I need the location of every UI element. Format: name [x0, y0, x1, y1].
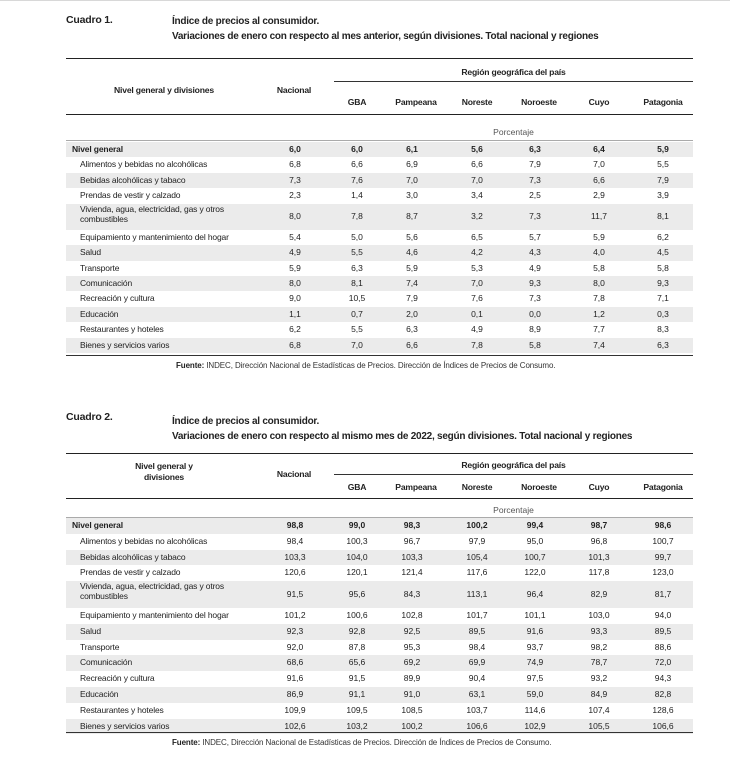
row-value: 88,6 [654, 641, 672, 652]
row-label: Nivel general [72, 520, 123, 530]
table-2-label: Cuadro 2. [66, 411, 113, 423]
row-value: 4,9 [529, 262, 541, 273]
row-label: Restaurantes y hoteles [80, 704, 164, 715]
row-label: Recreación y cultura [80, 673, 155, 684]
row-value: 5,9 [593, 231, 605, 242]
row-value: 2,5 [529, 190, 541, 201]
table-2-title [172, 414, 632, 444]
table-row [66, 703, 693, 719]
table-1-region-noroeste: Noroeste [521, 97, 557, 107]
table-2-col-header-line-2: divisiones [143, 472, 185, 482]
table-1-col-header: Nivel general y divisiones [114, 85, 214, 95]
table-row [66, 188, 693, 203]
table-2-header-rule [66, 498, 693, 499]
row-value: 6,6 [351, 159, 363, 170]
row-value: 84,9 [590, 689, 608, 700]
row-value: 114,6 [524, 704, 546, 715]
row-value: 69,9 [468, 657, 486, 668]
row-value: 92,3 [286, 625, 304, 636]
row-value: 103,0 [588, 610, 610, 621]
row-value: 89,9 [403, 673, 421, 684]
table-2-region-gba: GBA [347, 482, 367, 492]
row-value: 122,0 [524, 567, 546, 578]
row-label: Comunicación [80, 657, 133, 668]
row-value: 89,5 [468, 625, 486, 636]
row-value: 87,8 [348, 641, 366, 652]
table-2-header-region: Región geográfica del país [461, 460, 566, 470]
table-2-top-rule [66, 453, 693, 454]
table-1-title-line-2: Variaciones de enero con respecto al mes anterior, según divisiones. Total nacional y regiones [172, 31, 599, 42]
row-value: 91,5 [348, 673, 366, 684]
table-1-region-patagonia: Patagonia [643, 97, 683, 107]
table-2-source-text: INDEC, Dirección Nacional de Estadísticas de Precios. Dirección de Índices de Precios de Consumo. [202, 738, 552, 747]
table-2-title-line-1: Índice de precios al consumidor. [172, 416, 320, 427]
row-label: Educación [80, 689, 119, 700]
row-value: 68,6 [286, 657, 304, 668]
row-value: 5,8 [593, 262, 605, 273]
row-label: Recreación y cultura [80, 293, 155, 304]
row-label: Alimentos y bebidas no alcohólicas [80, 535, 208, 546]
row-value: 4,6 [406, 247, 418, 258]
row-value: 92,8 [348, 625, 366, 636]
row-value: 95,0 [526, 535, 544, 546]
row-value: 105,5 [588, 720, 610, 731]
row-value: 98,3 [403, 520, 421, 530]
table-row [66, 687, 693, 703]
table-row [66, 565, 693, 581]
row-value: 89,5 [654, 625, 672, 636]
table-1-source [176, 361, 555, 370]
table-1-header-rule [66, 114, 693, 115]
row-value: 7,9 [529, 159, 541, 170]
row-value: 102,6 [284, 720, 306, 731]
table-2-title-line-2: Variaciones de enero con respecto al mismo mes de 2022, según divisiones. Total nacional y regiones [172, 431, 633, 442]
table-1-header-region: Región geográfica del país [461, 67, 566, 77]
row-value: 8,0 [289, 211, 301, 222]
table-2-region-patagonia: Patagonia [643, 482, 683, 492]
row-value: 7,4 [593, 339, 605, 350]
row-value: 84,3 [403, 589, 421, 600]
table-row [66, 261, 693, 276]
row-label: Educación [80, 308, 119, 319]
row-value: 0,0 [529, 308, 541, 319]
row-value: 7,4 [406, 277, 418, 288]
row-value: 59,0 [526, 689, 544, 700]
row-value: 6,5 [471, 231, 483, 242]
row-value: 6,3 [351, 262, 363, 273]
row-value: 6,6 [593, 174, 605, 185]
row-value: 7,9 [657, 174, 669, 185]
table-row [66, 157, 693, 172]
row-label: Transporte [80, 641, 120, 652]
row-value: 72,0 [654, 657, 672, 668]
row-value: 100,6 [346, 610, 368, 621]
row-value: 5,5 [657, 159, 669, 170]
row-value: 10,5 [348, 293, 366, 304]
row-value: 6,3 [657, 339, 669, 350]
row-value: 97,5 [526, 673, 544, 684]
table-1-region-cuyo: Cuyo [588, 97, 610, 107]
row-value: 3,2 [471, 211, 483, 222]
row-value: 1,4 [351, 190, 363, 201]
table-row [66, 338, 693, 353]
table-row [66, 322, 693, 337]
table-2-region-noroeste: Noroeste [521, 482, 557, 492]
row-value: 8,3 [657, 324, 669, 335]
row-value: 99,0 [348, 520, 366, 530]
row-value: 91,6 [286, 673, 304, 684]
table-2-source-label: Fuente: [172, 738, 201, 747]
row-value: 96,8 [590, 535, 608, 546]
table-1-region-rule [334, 81, 693, 82]
row-value: 6,6 [471, 159, 483, 170]
row-value: 5,9 [289, 262, 301, 273]
row-value: 7,1 [657, 293, 669, 304]
row-value: 109,5 [346, 704, 368, 715]
row-value: 7,6 [351, 174, 363, 185]
row-value: 94,3 [654, 673, 672, 684]
table-row [66, 671, 693, 687]
row-label: Vivienda, agua, electricidad, gas y otros combustibles [80, 581, 224, 602]
row-value: 98,8 [286, 520, 304, 530]
row-value: 74,9 [526, 657, 544, 668]
row-value: 78,7 [590, 657, 608, 668]
table-row [66, 624, 693, 640]
row-label: Transporte [80, 262, 120, 273]
row-value: 98,4 [286, 535, 304, 546]
row-label: Salud [80, 625, 101, 636]
row-value: 100,7 [524, 551, 546, 562]
table-2-col-header-line-1: Nivel general y [135, 461, 193, 471]
row-value: 7,9 [406, 293, 418, 304]
row-label: Salud [80, 247, 101, 258]
row-value: 94,0 [654, 610, 672, 621]
row-value: 93,7 [526, 641, 544, 652]
row-value: 98,6 [654, 520, 672, 530]
row-value: 92,0 [286, 641, 304, 652]
row-value: 6,0 [289, 144, 301, 154]
row-label: Bienes y servicios varios [80, 720, 170, 731]
table-row [66, 204, 693, 230]
row-value: 109,9 [284, 704, 306, 715]
row-value: 6,3 [529, 144, 541, 154]
row-value: 99,7 [654, 551, 672, 562]
row-value: 123,0 [652, 567, 674, 578]
table-1-header-nacional: Nacional [276, 85, 312, 95]
row-value: 102,8 [401, 610, 423, 621]
table-row [66, 655, 693, 671]
row-value: 95,3 [403, 641, 421, 652]
row-value: 4,0 [593, 247, 605, 258]
row-label: Vivienda, agua, electricidad, gas y otros combustibles [80, 203, 224, 224]
row-value: 7,3 [529, 211, 541, 222]
row-value: 7,6 [471, 293, 483, 304]
row-value: 7,8 [471, 339, 483, 350]
row-value: 4,5 [657, 247, 669, 258]
row-value: 92,5 [403, 625, 421, 636]
row-value: 100,2 [466, 520, 488, 530]
table-row [66, 142, 693, 157]
row-value: 6,3 [406, 324, 418, 335]
row-value: 93,2 [590, 673, 608, 684]
row-value: 101,7 [466, 610, 488, 621]
row-value: 5,8 [529, 339, 541, 350]
row-value: 1,1 [289, 308, 301, 319]
table-row [66, 230, 693, 245]
table-row [66, 640, 693, 656]
row-value: 101,2 [284, 610, 306, 621]
table-1-region-gba: GBA [347, 97, 367, 107]
row-label: Alimentos y bebidas no alcohólicas [80, 159, 208, 170]
row-value: 6,8 [289, 159, 301, 170]
row-value: 7,7 [593, 324, 605, 335]
row-value: 8,1 [657, 211, 669, 222]
row-value: 120,1 [346, 567, 368, 578]
row-value: 86,9 [286, 689, 304, 700]
row-value: 3,9 [657, 190, 669, 201]
row-value: 121,4 [401, 567, 423, 578]
row-value: 105,4 [466, 551, 488, 562]
row-value: 1,2 [593, 308, 605, 319]
row-value: 3,4 [471, 190, 483, 201]
row-value: 7,3 [529, 293, 541, 304]
row-label: Bienes y servicios varios [80, 339, 170, 350]
row-value: 9,0 [289, 293, 301, 304]
row-value: 4,9 [289, 247, 301, 258]
row-value: 8,1 [351, 277, 363, 288]
row-value: 7,0 [351, 339, 363, 350]
table-row [66, 291, 693, 306]
row-label: Restaurantes y hoteles [80, 324, 164, 335]
row-value: 104,0 [346, 551, 368, 562]
table-2-region-rule [334, 474, 693, 475]
row-value: 113,1 [466, 589, 488, 600]
top-border [0, 0, 730, 1]
row-label: Bebidas alcohólicas y tabaco [80, 174, 186, 185]
row-value: 7,3 [529, 174, 541, 185]
row-value: 6,0 [351, 144, 363, 154]
row-value: 103,7 [466, 704, 488, 715]
table-2-region-pampeana: Pampeana [395, 482, 437, 492]
row-value: 6,6 [406, 339, 418, 350]
row-value: 97,9 [468, 535, 486, 546]
table-row [66, 276, 693, 291]
row-value: 0,1 [471, 308, 483, 319]
row-value: 8,7 [406, 211, 418, 222]
row-value: 99,4 [526, 520, 544, 530]
row-value: 7,0 [406, 174, 418, 185]
table-1-region-noreste: Noreste [461, 97, 493, 107]
row-value: 0,3 [657, 308, 669, 319]
row-value: 96,4 [526, 589, 544, 600]
row-value: 82,9 [590, 589, 608, 600]
row-label: Nivel general [72, 144, 123, 154]
row-value: 107,4 [588, 704, 610, 715]
row-value: 106,6 [466, 720, 488, 731]
row-value: 101,1 [524, 610, 546, 621]
row-label: Comunicación [80, 277, 133, 288]
table-1-top-rule [66, 58, 693, 59]
row-value: 98,2 [590, 641, 608, 652]
row-value: 5,9 [406, 262, 418, 273]
row-value: 69,2 [403, 657, 421, 668]
row-value: 108,5 [401, 704, 423, 715]
table-row [66, 550, 693, 566]
row-value: 4,3 [529, 247, 541, 258]
row-value: 3,0 [406, 190, 418, 201]
row-value: 0,7 [351, 308, 363, 319]
row-value: 93,3 [590, 625, 608, 636]
row-value: 81,7 [654, 589, 672, 600]
row-value: 4,9 [471, 324, 483, 335]
row-value: 5,9 [657, 144, 669, 154]
table-row [66, 518, 693, 534]
row-value: 7,3 [289, 174, 301, 185]
row-value: 91,0 [403, 689, 421, 700]
row-value: 5,8 [657, 262, 669, 273]
table-2-region-cuyo: Cuyo [588, 482, 610, 492]
row-value: 7,0 [593, 159, 605, 170]
row-value: 128,6 [652, 704, 674, 715]
row-value: 82,8 [654, 689, 672, 700]
table-2-header-nacional: Nacional [276, 469, 312, 479]
table-1-region-pampeana: Pampeana [395, 97, 437, 107]
row-label: Prendas de vestir y calzado [80, 190, 181, 201]
row-value: 8,0 [593, 277, 605, 288]
table-row [66, 245, 693, 260]
row-value: 11,7 [591, 211, 607, 222]
row-value: 90,4 [468, 673, 486, 684]
row-value: 102,9 [524, 720, 546, 731]
table-row [66, 173, 693, 188]
row-value: 103,2 [346, 720, 368, 731]
row-value: 100,2 [401, 720, 423, 731]
table-1-source-text: INDEC, Dirección Nacional de Estadísticas de Precios. Dirección de Índices de Precios de Consumo. [206, 361, 556, 370]
row-value: 8,9 [529, 324, 541, 335]
row-value: 117,6 [466, 567, 488, 578]
row-value: 98,7 [590, 520, 608, 530]
row-value: 2,9 [593, 190, 605, 201]
row-value: 4,2 [471, 247, 483, 258]
row-value: 7,0 [471, 277, 483, 288]
row-value: 91,1 [348, 689, 366, 700]
table-1-title-line-1: Índice de precios al consumidor. [172, 16, 320, 27]
row-value: 106,6 [652, 720, 674, 731]
row-label: Prendas de vestir y calzado [80, 567, 181, 578]
row-value: 5,5 [351, 247, 363, 258]
row-value: 120,6 [284, 567, 306, 578]
table-1-source-label: Fuente: [176, 361, 205, 370]
table-row [66, 307, 693, 322]
row-value: 2,0 [406, 308, 418, 319]
row-value: 65,6 [348, 657, 366, 668]
row-value: 7,8 [593, 293, 605, 304]
table-2-col-header [66, 461, 262, 483]
table-1-label: Cuadro 1. [66, 14, 113, 26]
row-label: Bebidas alcohólicas y tabaco [80, 551, 186, 562]
row-value: 7,0 [471, 174, 483, 185]
row-value: 95,6 [348, 589, 366, 600]
row-value: 5,0 [351, 231, 363, 242]
row-value: 7,8 [351, 211, 363, 222]
row-value: 6,2 [657, 231, 669, 242]
row-value: 6,9 [406, 159, 418, 170]
row-value: 98,4 [468, 641, 486, 652]
row-value: 6,4 [593, 144, 605, 154]
row-value: 100,7 [652, 535, 674, 546]
table-2-source [172, 738, 551, 747]
row-value: 101,3 [588, 551, 610, 562]
row-value: 103,3 [284, 551, 306, 562]
row-value: 5,3 [471, 262, 483, 273]
table-2-bottom-rule [66, 732, 693, 733]
table-1-unit: Porcentaje [493, 127, 534, 137]
row-value: 5,6 [406, 231, 418, 242]
row-label: Equipamiento y mantenimiento del hogar [80, 231, 229, 242]
row-value: 6,2 [289, 324, 301, 335]
row-value: 9,3 [529, 277, 541, 288]
row-value: 6,8 [289, 339, 301, 350]
row-value: 2,3 [289, 190, 301, 201]
row-value: 91,5 [286, 589, 304, 600]
row-value: 5,6 [471, 144, 483, 154]
row-value: 5,4 [289, 231, 301, 242]
row-value: 100,3 [346, 535, 368, 546]
table-2-region-noreste: Noreste [461, 482, 493, 492]
row-value: 96,7 [403, 535, 421, 546]
row-value: 91,6 [526, 625, 544, 636]
row-label: Equipamiento y mantenimiento del hogar [80, 610, 229, 621]
table-row [66, 534, 693, 550]
table-2-unit: Porcentaje [493, 505, 534, 515]
table-row [66, 608, 693, 624]
row-value: 8,0 [289, 277, 301, 288]
row-value: 117,8 [588, 567, 610, 578]
row-value: 63,1 [468, 689, 486, 700]
table-1-title [172, 14, 598, 44]
row-value: 103,3 [401, 551, 423, 562]
row-value: 5,7 [529, 231, 541, 242]
row-value: 5,5 [351, 324, 363, 335]
row-value: 6,1 [406, 144, 418, 154]
table-1-unit-rule [66, 140, 693, 141]
row-value: 9,3 [657, 277, 669, 288]
table-row [66, 581, 693, 608]
table-1-bottom-rule [66, 355, 693, 356]
